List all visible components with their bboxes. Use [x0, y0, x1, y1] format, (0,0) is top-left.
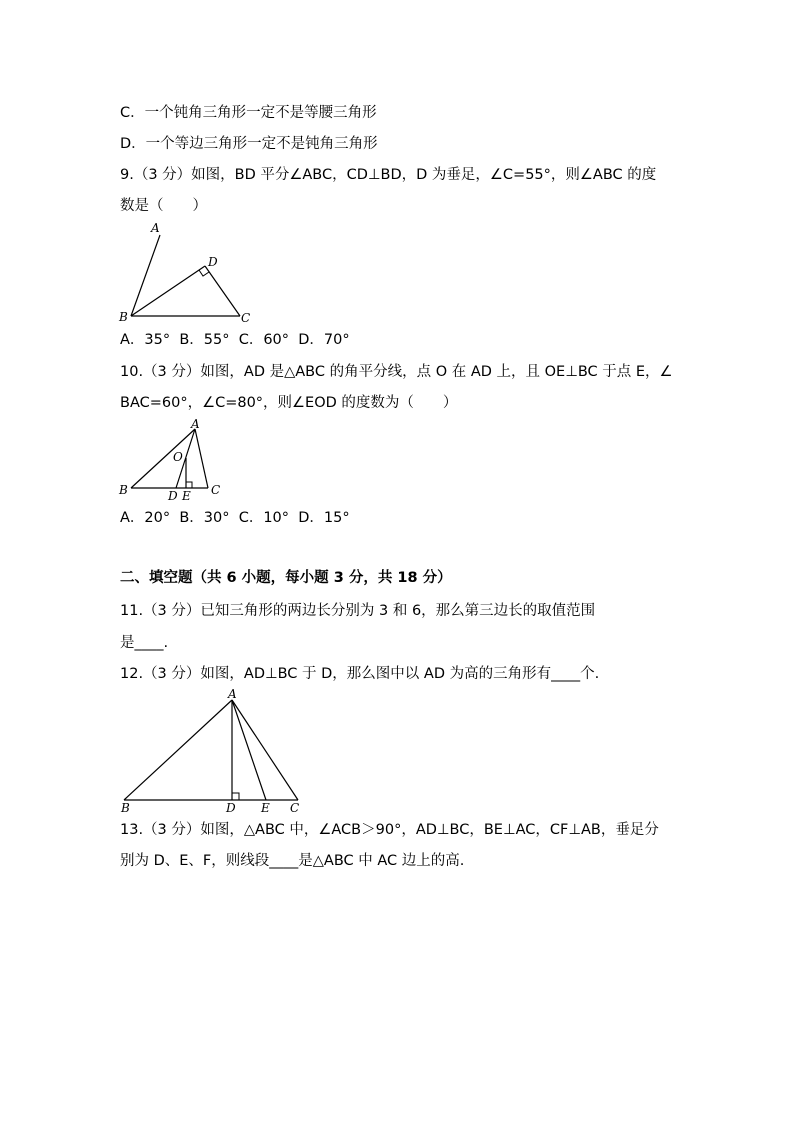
section-2-title: 二、填空题（共 6 小题，每小题 3 分，共 18 分） — [120, 570, 452, 586]
q10-figure — [118, 418, 228, 502]
q10-stem-line1: 10.（3 分）如图，AD 是△ABC 的角平分线，点 O 在 AD 上，且 OE⊥BC 于点 E，∠ — [120, 364, 673, 380]
q12-label-c: C — [290, 801, 300, 815]
q12-label-e: E — [261, 801, 270, 815]
q10-label-a: A — [191, 417, 200, 431]
q10-label-d: D — [168, 489, 178, 503]
q9-figure — [118, 220, 258, 324]
q12-segment-ac — [232, 700, 298, 800]
q9-options: A．35° B．55° C．60° D．70° — [120, 332, 350, 348]
q11-stem-line1: 11.（3 分）已知三角形的两边长分别为 3 和 6，那么第三边长的取值范围 — [120, 603, 596, 619]
q10-segment-ac — [195, 429, 208, 488]
q9-label-c: C — [241, 311, 251, 325]
q13-stem-line1: 13.（3 分）如图，△ABC 中，∠ACB＞90°，AD⊥BC，BE⊥AC，CF⊥AB，垂足分 — [120, 822, 659, 838]
q12-label-b: B — [121, 801, 130, 815]
q12-segment-ae — [232, 700, 266, 800]
q12-label-a: A — [228, 687, 237, 701]
q12-stem-line1: 12.（3 分）如图，AD⊥BC 于 D，那么图中以 AD 为高的三角形有____个. — [120, 666, 600, 682]
q9-segment-ba — [131, 235, 160, 316]
q12-label-d: D — [226, 801, 236, 815]
q10-stem-line2: BAC=60°，∠C=80°，则∠EOD 的度数为（ ） — [120, 395, 458, 411]
q13-stem-line2: 别为 D、E、F，则线段____是△ABC 中 AC 边上的高. — [120, 853, 465, 869]
q11-stem-line2: 是____. — [120, 635, 169, 651]
q10-options: A．20° B．30° C．10° D．15° — [120, 510, 350, 526]
q9-segment-dc — [205, 266, 240, 316]
q8-option-c: C．一个钝角三角形一定不是等腰三角形 — [120, 105, 377, 121]
q8-option-d: D．一个等边三角形一定不是钝角三角形 — [120, 136, 378, 152]
q12-right-angle-mark — [232, 793, 239, 800]
q10-label-e: E — [182, 489, 191, 503]
q9-segment-bd — [131, 266, 205, 316]
q9-label-b: B — [119, 310, 128, 324]
q9-label-d: D — [208, 255, 218, 269]
q9-right-angle-mark — [199, 270, 209, 276]
q9-label-a: A — [151, 221, 160, 235]
q9-stem-line1: 9.（3 分）如图，BD 平分∠ABC，CD⊥BD，D 为垂足，∠C=55°，则∠ABC 的度 — [120, 167, 657, 183]
q12-figure — [118, 688, 318, 814]
q10-label-c: C — [211, 483, 221, 497]
q10-right-angle-mark — [186, 482, 192, 488]
q9-stem-line2: 数是（ ） — [120, 198, 207, 214]
q10-label-b: B — [119, 483, 128, 497]
q12-segment-ab — [124, 700, 232, 800]
q10-label-o: O — [173, 450, 183, 464]
